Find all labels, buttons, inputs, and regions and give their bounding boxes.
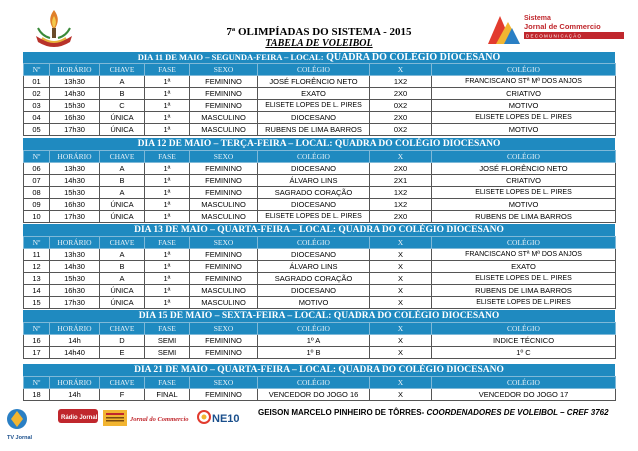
table-cell: 0X2 (370, 100, 432, 112)
col-header: HORÁRIO (50, 237, 100, 249)
credit-name: GEISON MARCELO PINHEIRO DE TÔRRES- (258, 408, 427, 417)
table-cell: CRIATIVO (432, 175, 616, 187)
table-cell: C (100, 100, 145, 112)
table-cell: 1X2 (370, 199, 432, 211)
table-cell: X (370, 261, 432, 273)
table-cell: 05 (24, 124, 50, 136)
table-cell: FEMININO (190, 389, 258, 401)
table-cell: D (100, 335, 145, 347)
table-row (24, 273, 616, 285)
table-cell: ELISETE LOPES DE L. PIRES (258, 100, 370, 112)
jornal-commercio-label: Jornal do Commercio (130, 416, 189, 423)
table-cell: 07 (24, 175, 50, 187)
col-header: FASE (145, 237, 190, 249)
table-cell: A (100, 163, 145, 175)
table-cell: MASCULINO (190, 211, 258, 223)
table-header (24, 64, 616, 76)
table-cell: X (370, 297, 432, 309)
table-cell: 2X0 (370, 163, 432, 175)
col-header: SEXO (190, 64, 258, 76)
col-header: COLÉGIO (258, 237, 370, 249)
radio-jornal-logo (58, 407, 98, 429)
table-body (24, 76, 616, 136)
radio-jornal-label: Rádio Jornal (61, 415, 98, 421)
newspaper-icon (100, 407, 130, 429)
table-cell: X (370, 249, 432, 261)
col-header: COLÉGIO (432, 323, 616, 335)
table-cell: 03 (24, 100, 50, 112)
games-table (23, 63, 616, 136)
col-header: COLÉGIO (258, 151, 370, 163)
table-cell: MASCULINO (190, 297, 258, 309)
table-cell: 1X2 (370, 76, 432, 88)
col-header: HORÁRIO (50, 323, 100, 335)
table-cell: EXATO (432, 261, 616, 273)
table-cell: 1ª (145, 124, 190, 136)
table-cell: 15 (24, 297, 50, 309)
table-cell: 13h30 (50, 76, 100, 88)
table-cell: X (370, 347, 432, 359)
table-cell: FEMININO (190, 76, 258, 88)
table-cell: 13 (24, 273, 50, 285)
table-cell: 14h30 (50, 88, 100, 100)
col-header: CHAVE (100, 151, 145, 163)
table-cell: 1X2 (370, 187, 432, 199)
table-cell: 16h30 (50, 199, 100, 211)
table-cell: 1ª (145, 273, 190, 285)
table-row (24, 100, 616, 112)
table-cell: JOSÉ FLORÊNCIO NETO (432, 163, 616, 175)
table-cell: F (100, 389, 145, 401)
table-cell: 2X0 (370, 211, 432, 223)
table-row (24, 211, 616, 223)
table-cell: ÚNICA (100, 285, 145, 297)
games-table (23, 376, 616, 401)
tv-jornal-logo (6, 407, 33, 443)
table-header (24, 323, 616, 335)
table-cell: 13h30 (50, 249, 100, 261)
table-cell: 2X0 (370, 88, 432, 100)
logo-text-3: D E C O M U N I C A Ç Ã O (526, 33, 582, 39)
table-row (24, 175, 616, 187)
table-cell: MOTIVO (258, 297, 370, 309)
table-cell: 14h40 (50, 347, 100, 359)
table-header (24, 377, 616, 389)
table-cell: 0X2 (370, 124, 432, 136)
page-subtitle: TABELA DE VOLEIBOL (265, 38, 373, 49)
table-cell: DIOCESANO (258, 112, 370, 124)
col-header: SEXO (190, 237, 258, 249)
table-header (24, 237, 616, 249)
col-header: CHAVE (100, 323, 145, 335)
table-cell: SEMI (145, 347, 190, 359)
table-cell: 02 (24, 88, 50, 100)
table-cell: 14h (50, 389, 100, 401)
table-cell: 01 (24, 76, 50, 88)
table-cell: 17h30 (50, 297, 100, 309)
section-band (23, 52, 615, 63)
table-cell: INDICE TÉCNICO (432, 335, 616, 347)
table-body (24, 335, 616, 359)
page-title: 7ª OLIMPÍADAS DO SISTEMA - 2015 (226, 26, 412, 38)
table-cell: ELISETE LOPES DE L. PIRES (258, 211, 370, 223)
col-header: X (370, 237, 432, 249)
col-header: X (370, 377, 432, 389)
table-cell: ÚNICA (100, 211, 145, 223)
tv-jornal-label: TV Jornal (7, 435, 33, 441)
table-cell: A (100, 76, 145, 88)
table-cell: 1ª (145, 261, 190, 273)
band-emphasis: QUADRA DO COLÉGIO DIOCESANO (323, 52, 501, 63)
col-header: COLÉGIO (432, 377, 616, 389)
table-cell: 1º B (258, 347, 370, 359)
table-cell: 1ª (145, 175, 190, 187)
table-cell: MASCULINO (190, 285, 258, 297)
table-row (24, 187, 616, 199)
table-cell: 2X1 (370, 175, 432, 187)
table-cell: FEMININO (190, 163, 258, 175)
header (0, 0, 638, 52)
games-table (23, 322, 616, 359)
table-row (24, 88, 616, 100)
table-cell: 11 (24, 249, 50, 261)
col-header: COLÉGIO (258, 377, 370, 389)
table-cell: EXATO (258, 88, 370, 100)
logo-text-2: Jornal de Commercio (524, 22, 601, 31)
table-cell: MOTIVO (432, 124, 616, 136)
table-row (24, 285, 616, 297)
table-row (24, 199, 616, 211)
section-band: DIA 13 DE MAIO – QUARTA-FEIRA – LOCAL: QUADRA DO COLÉGIO DIOCESANO (23, 224, 615, 236)
table-body (24, 249, 616, 309)
table-cell: ÁLVARO LINS (258, 261, 370, 273)
col-header: Nº (24, 64, 50, 76)
table-cell: A (100, 249, 145, 261)
table-cell: RUBENS DE LIMA BARROS (258, 124, 370, 136)
col-header: Nº (24, 237, 50, 249)
col-header: FASE (145, 151, 190, 163)
table-cell: B (100, 88, 145, 100)
col-header: SEXO (190, 377, 258, 389)
table-cell: 2X0 (370, 112, 432, 124)
table-cell: ÚNICA (100, 199, 145, 211)
table-cell: ÁLVARO LINS (258, 175, 370, 187)
col-header: FASE (145, 323, 190, 335)
credit-role: COORDENADORES DE VOLEIBOL – CREF 3762 (426, 408, 609, 417)
table-body (24, 389, 616, 401)
section-day-12 (23, 138, 615, 223)
table-cell: 04 (24, 112, 50, 124)
table-cell: B (100, 261, 145, 273)
table-cell: 17h30 (50, 124, 100, 136)
table-cell: 1ª (145, 100, 190, 112)
table-cell: JOSÉ FLORÊNCIO NETO (258, 76, 370, 88)
table-cell: DIOCESANO (258, 285, 370, 297)
table-cell: 16h30 (50, 112, 100, 124)
table-cell: 17h30 (50, 211, 100, 223)
table-row (24, 124, 616, 136)
games-table (23, 150, 616, 223)
table-cell: ELISETE LOPES DE L. PIRES (432, 112, 616, 124)
table-cell: FEMININO (190, 347, 258, 359)
table-cell: 15h30 (50, 273, 100, 285)
table-header (24, 151, 616, 163)
logo-text-1: Sistema (524, 15, 551, 22)
table-cell: FINAL (145, 389, 190, 401)
table-cell: 1ª (145, 285, 190, 297)
table-cell: VENCEDOR DO JOGO 16 (258, 389, 370, 401)
table-cell: 08 (24, 187, 50, 199)
col-header: CHAVE (100, 64, 145, 76)
table-cell: X (370, 389, 432, 401)
table-cell: 06 (24, 163, 50, 175)
table-cell: 1ª (145, 187, 190, 199)
section-day-15 (23, 310, 615, 359)
table-cell: FEMININO (190, 335, 258, 347)
table-cell: 14 (24, 285, 50, 297)
col-header: COLÉGIO (432, 151, 616, 163)
table-cell: B (100, 175, 145, 187)
table-row (24, 297, 616, 309)
section-band: DIA 21 DE MAIO – QUARTA-FEIRA – LOCAL: QUADRA DO COLÉGIO DIOCESANO (23, 364, 615, 376)
col-header: HORÁRIO (50, 151, 100, 163)
table-cell: 16h30 (50, 285, 100, 297)
table-cell: FEMININO (190, 88, 258, 100)
table-cell: 18 (24, 389, 50, 401)
col-header: Nº (24, 323, 50, 335)
table-cell: SAGRADO CORAÇÃO (258, 273, 370, 285)
table-cell: 10 (24, 211, 50, 223)
table-cell: MOTIVO (432, 100, 616, 112)
table-cell: FEMININO (190, 100, 258, 112)
table-cell: X (370, 335, 432, 347)
table-cell: 16 (24, 335, 50, 347)
table-row (24, 335, 616, 347)
table-cell: 14h30 (50, 261, 100, 273)
table-cell: SAGRADO CORAÇÃO (258, 187, 370, 199)
col-header: X (370, 64, 432, 76)
col-header: CHAVE (100, 377, 145, 389)
table-cell: ELISETE LOPES DE L. PIRES (432, 187, 616, 199)
table-cell: CRIATIVO (432, 88, 616, 100)
table-cell: 12 (24, 261, 50, 273)
table-cell: 15h30 (50, 100, 100, 112)
table-cell: X (370, 285, 432, 297)
table-cell: MOTIVO (432, 199, 616, 211)
jornal-do-commercio-logo (130, 407, 188, 429)
table-cell: SEMI (145, 335, 190, 347)
table-cell: 1ª (145, 249, 190, 261)
table-cell: 09 (24, 199, 50, 211)
section-band: DIA 12 DE MAIO – TERÇA-FEIRA – LOCAL: QUADRA DO COLÉGIO DIOCESANO (23, 138, 615, 150)
table-cell: 1ª (145, 297, 190, 309)
table-cell: 17 (24, 347, 50, 359)
col-header: HORÁRIO (50, 377, 100, 389)
band-text: DIA 11 DE MAIO – SEGUNDA-FEIRA – LOCAL: (137, 52, 324, 62)
col-header: SEXO (190, 151, 258, 163)
table-cell: FEMININO (190, 273, 258, 285)
ne10-logo (196, 407, 256, 429)
table-cell: ÚNICA (100, 297, 145, 309)
table-cell: 1ª (145, 88, 190, 100)
table-cell: 14h (50, 335, 100, 347)
table-cell: 15h30 (50, 187, 100, 199)
table-cell: FRANCISCANO STª Mª DOS ANJOS (432, 76, 616, 88)
table-cell: 1ª (145, 211, 190, 223)
table-cell: 1ª (145, 163, 190, 175)
col-header: COLÉGIO (432, 237, 616, 249)
table-cell: ELISETE LOPES DE L.PIRES (432, 297, 616, 309)
table-row (24, 163, 616, 175)
table-cell: FRANCISCANO STª Mª DOS ANJOS (432, 249, 616, 261)
table-cell: 1º A (258, 335, 370, 347)
table-row (24, 261, 616, 273)
table-cell: 14h30 (50, 175, 100, 187)
table-cell: 1ª (145, 76, 190, 88)
col-header: COLÉGIO (258, 64, 370, 76)
col-header: COLÉGIO (258, 323, 370, 335)
section-day-11 (23, 52, 615, 136)
table-row (24, 76, 616, 88)
table-cell: FEMININO (190, 175, 258, 187)
table-cell: FEMININO (190, 187, 258, 199)
col-header: COLÉGIO (432, 64, 616, 76)
table-cell: VENCEDOR DO JOGO 17 (432, 389, 616, 401)
table-row (24, 249, 616, 261)
col-header: CHAVE (100, 237, 145, 249)
table-cell: FEMININO (190, 249, 258, 261)
table-cell: 1ª (145, 112, 190, 124)
table-body (24, 163, 616, 223)
table-cell: ÚNICA (100, 124, 145, 136)
table-cell: ELISETE LOPES DE L. PIRES (432, 273, 616, 285)
table-cell: MASCULINO (190, 199, 258, 211)
table-cell: MASCULINO (190, 124, 258, 136)
col-header: X (370, 151, 432, 163)
table-cell: RUBENS DE LIMA BARROS (432, 285, 616, 297)
col-header: FASE (145, 377, 190, 389)
table-cell: 1º C (432, 347, 616, 359)
table-cell: E (100, 347, 145, 359)
table-cell: RUBENS DE LIMA BARROS (432, 211, 616, 223)
section-day-13 (23, 224, 615, 309)
table-cell: 1ª (145, 199, 190, 211)
table-cell: ÚNICA (100, 112, 145, 124)
ne10-label: NE10 (212, 413, 240, 425)
col-header: Nº (24, 151, 50, 163)
col-header: X (370, 323, 432, 335)
table-cell: DIOCESANO (258, 199, 370, 211)
section-band: DIA 15 DE MAIO – SEXTA-FEIRA – LOCAL: QUADRA DO COLÉGIO DIOCESANO (23, 310, 615, 322)
credit-line (258, 408, 609, 417)
col-header: HORÁRIO (50, 64, 100, 76)
table-cell: DIOCESANO (258, 249, 370, 261)
table-row (24, 112, 616, 124)
table-cell: A (100, 187, 145, 199)
table-cell: A (100, 273, 145, 285)
table-row (24, 389, 616, 401)
col-header: Nº (24, 377, 50, 389)
table-cell: DIOCESANO (258, 163, 370, 175)
table-cell: FEMININO (190, 261, 258, 273)
col-header: FASE (145, 64, 190, 76)
sistema-jornal-logo (486, 10, 626, 46)
col-header: SEXO (190, 323, 258, 335)
section-day-21 (23, 364, 615, 401)
table-cell: MASCULINO (190, 112, 258, 124)
table-cell: 13h30 (50, 163, 100, 175)
games-table (23, 236, 616, 309)
table-row (24, 347, 616, 359)
table-cell: X (370, 273, 432, 285)
